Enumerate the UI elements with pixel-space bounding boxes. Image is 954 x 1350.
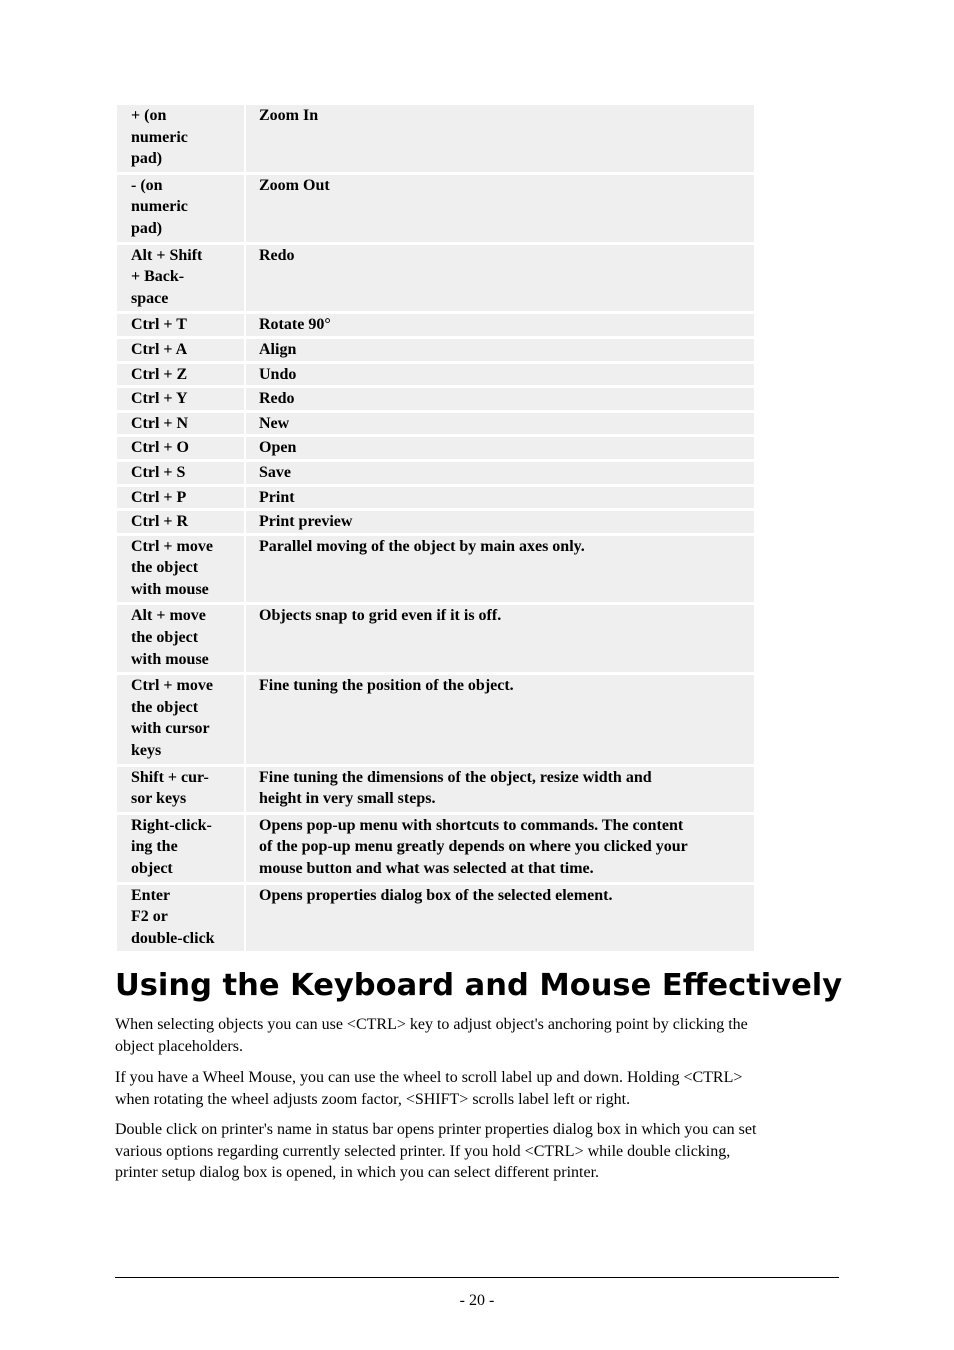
shortcut-action-cell	[246, 487, 754, 512]
shortcut-action-text: Fine tuning the position of the object.	[259, 677, 514, 695]
shortcut-key-text: Ctrl + N	[131, 414, 189, 432]
shortcut-row	[117, 605, 754, 675]
footer-divider	[115, 1277, 839, 1278]
paragraph-wheel-mouse	[115, 1067, 837, 1110]
shortcut-key-cell	[117, 511, 246, 536]
page-number: - 20 -	[459, 1292, 495, 1309]
shortcut-key-cell	[117, 885, 246, 955]
shortcut-action-text: of the pop-up menu greatly depends on where you clicked your	[259, 838, 688, 856]
shortcut-key-cell	[117, 815, 246, 885]
shortcut-key-text: space	[131, 289, 169, 307]
shortcut-key-text: sor keys	[131, 790, 187, 808]
shortcut-action-cell	[246, 175, 754, 245]
shortcut-action-cell	[246, 364, 754, 389]
section-heading: Using the Keyboard and Mouse Effectively	[115, 968, 843, 1003]
shortcut-key-cell	[117, 462, 246, 487]
shortcut-key-cell	[117, 536, 246, 606]
shortcut-action-text: Opens pop-up menu with shortcuts to commands. The content	[259, 816, 684, 834]
shortcut-key-text: object	[131, 860, 173, 877]
paragraph-line: object placeholders.	[115, 1037, 243, 1055]
shortcut-key-text: Ctrl + P	[131, 488, 187, 506]
shortcut-key-text: Ctrl + R	[131, 513, 189, 531]
shortcut-key-text: with mouse	[131, 580, 209, 598]
shortcut-key-text: the object	[131, 629, 199, 647]
shortcut-key-text: Ctrl + move	[131, 537, 213, 555]
shortcut-key-text: numeric	[131, 198, 188, 216]
paragraph-line: If you have a Wheel Mouse, you can use the wheel to scroll label up and down. Holding <CTRL>	[115, 1069, 743, 1086]
shortcut-action-cell	[246, 605, 754, 675]
shortcut-key-text: Enter	[131, 886, 171, 904]
shortcut-action-text: Rotate 90°	[259, 316, 331, 334]
shortcut-key-cell	[117, 339, 246, 364]
shortcut-row	[117, 487, 754, 512]
shortcut-row	[117, 767, 754, 815]
shortcut-key-cell	[117, 245, 246, 315]
paragraph-line: when rotating the wheel adjusts zoom factor, <SHIFT> scrolls label left or right.	[115, 1090, 631, 1108]
shortcut-row	[117, 364, 754, 389]
shortcut-row	[117, 105, 754, 175]
shortcut-key-text: - (on	[131, 176, 163, 194]
shortcut-key-text: pad)	[131, 150, 163, 168]
shortcut-action-text: Save	[259, 463, 291, 481]
shortcut-key-text: Ctrl + S	[131, 463, 186, 481]
paragraph-ctrl-anchoring	[115, 1014, 837, 1057]
shortcut-key-text: + Back-	[131, 268, 185, 286]
shortcut-row	[117, 175, 754, 245]
shortcut-action-cell	[246, 105, 754, 175]
shortcut-action-cell	[246, 339, 754, 364]
shortcut-key-text: numeric	[131, 128, 188, 146]
shortcut-key-cell	[117, 605, 246, 675]
shortcut-action-cell	[246, 815, 754, 885]
shortcut-key-cell	[117, 314, 246, 339]
shortcut-key-cell	[117, 437, 246, 462]
shortcut-action-cell	[246, 675, 754, 766]
shortcut-row	[117, 462, 754, 487]
paragraph-line: various options regarding currently selected printer. If you hold <CTRL> while double clicking,	[115, 1142, 731, 1160]
shortcut-key-text: the object	[131, 698, 199, 716]
shortcut-key-cell	[117, 675, 246, 766]
shortcut-table-body	[117, 105, 754, 954]
shortcut-key-text: + (on	[131, 107, 167, 124]
shortcut-action-cell	[246, 536, 754, 606]
paragraph-line: printer setup dialog box is opened, in which you can select different printer.	[115, 1164, 600, 1182]
shortcut-row	[117, 536, 754, 606]
shortcut-row	[117, 388, 754, 413]
shortcut-table	[117, 105, 754, 954]
shortcut-key-cell	[117, 767, 246, 815]
shortcut-action-text: Objects snap to grid even if it is off.	[259, 607, 502, 625]
shortcut-key-cell	[117, 175, 246, 245]
shortcut-action-cell	[246, 511, 754, 536]
shortcut-key-text: Shift + cur-	[131, 768, 209, 786]
shortcut-key-text: Ctrl + O	[131, 439, 189, 457]
shortcut-key-text: Ctrl + Y	[131, 390, 188, 408]
shortcut-row	[117, 245, 754, 315]
shortcut-row	[117, 413, 754, 438]
shortcut-action-cell	[246, 885, 754, 955]
shortcut-action-cell	[246, 462, 754, 487]
shortcut-key-cell	[117, 487, 246, 512]
shortcut-row	[117, 885, 754, 955]
shortcut-action-text: Opens properties dialog box of the selected element.	[259, 886, 613, 904]
shortcut-row	[117, 511, 754, 536]
shortcut-action-text: Print	[259, 488, 295, 506]
shortcut-key-text: keys	[131, 742, 162, 760]
shortcut-key-text: ing the	[131, 838, 178, 856]
shortcut-action-cell	[246, 245, 754, 315]
shortcut-action-text: Redo	[259, 246, 295, 264]
shortcut-action-cell	[246, 767, 754, 815]
shortcut-key-text: Ctrl + move	[131, 677, 213, 695]
shortcut-action-text: height in very small steps.	[259, 790, 436, 808]
shortcut-row	[117, 339, 754, 364]
shortcut-key-text: F2 or	[131, 908, 168, 926]
shortcut-action-text: Zoom In	[259, 107, 319, 124]
shortcut-key-text: Ctrl + Z	[131, 365, 188, 383]
paragraph-line: Double click on printer's name in status bar opens printer properties dialog box in which you can set	[115, 1121, 757, 1138]
shortcut-action-cell	[246, 388, 754, 413]
shortcut-key-text: Right-click-	[131, 816, 212, 834]
shortcut-action-cell	[246, 314, 754, 339]
shortcut-action-text: Parallel moving of the object by main axes only.	[259, 537, 585, 555]
shortcut-action-text: Fine tuning the dimensions of the object, resize width and	[259, 768, 652, 786]
shortcut-key-text: with cursor	[131, 720, 210, 738]
shortcut-key-text: Alt + move	[131, 607, 206, 625]
shortcut-key-text: with mouse	[131, 650, 209, 668]
shortcut-action-text: Redo	[259, 390, 295, 408]
shortcut-action-text: New	[259, 414, 290, 432]
paragraph-line: When selecting objects you can use <CTRL> key to adjust object's anchoring point by clicking the	[115, 1016, 748, 1033]
shortcut-action-text: mouse button and what was selected at that time.	[259, 860, 594, 877]
shortcut-key-text: the object	[131, 559, 199, 577]
shortcut-key-text: double-click	[131, 929, 215, 947]
shortcut-action-text: Align	[259, 340, 297, 358]
shortcut-row	[117, 437, 754, 462]
shortcut-row	[117, 314, 754, 339]
shortcut-action-text: Zoom Out	[259, 176, 330, 194]
shortcut-action-cell	[246, 413, 754, 438]
shortcut-action-text: Open	[259, 439, 297, 457]
paragraph-printer-dialog	[115, 1119, 837, 1184]
shortcut-row	[117, 815, 754, 885]
shortcut-key-cell	[117, 105, 246, 175]
shortcut-action-cell	[246, 437, 754, 462]
shortcut-action-text: Undo	[259, 365, 297, 383]
shortcut-row	[117, 675, 754, 766]
shortcut-key-text: Alt + Shift	[131, 246, 203, 264]
shortcut-key-text: Ctrl + T	[131, 316, 187, 334]
shortcut-key-text: pad)	[131, 219, 163, 237]
shortcut-key-text: Ctrl + A	[131, 340, 188, 358]
shortcut-key-cell	[117, 413, 246, 438]
shortcut-key-cell	[117, 388, 246, 413]
shortcut-action-text: Print preview	[259, 513, 353, 531]
shortcut-key-cell	[117, 364, 246, 389]
